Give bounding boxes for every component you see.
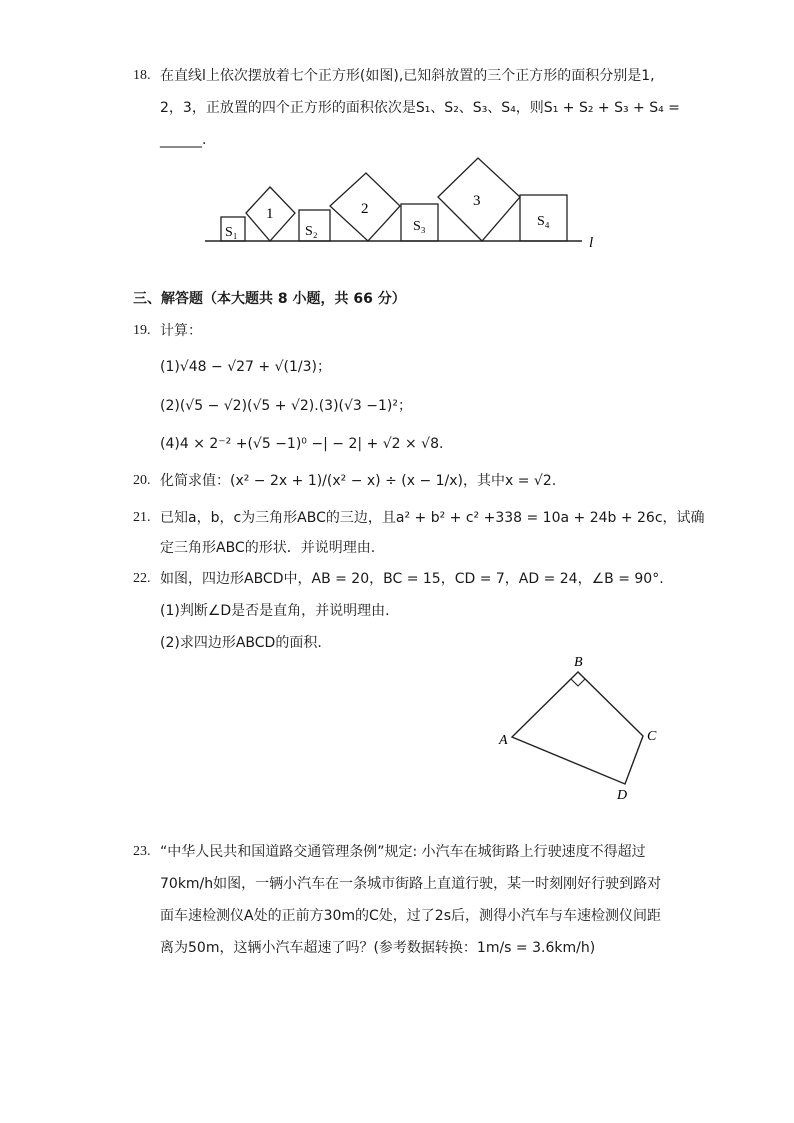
q22-number: 22. — [133, 571, 151, 586]
q20-number: 20. — [133, 473, 151, 488]
vertex-c: C — [647, 729, 657, 744]
q23-number: 23. — [133, 844, 151, 859]
section-heading: 三、解答题（本大题共 8 小题，共 66 分） — [133, 291, 406, 307]
q21-number: 21. — [133, 510, 151, 525]
label-2: 2 — [361, 201, 369, 217]
q22-sub-1: (1)判断∠D是否是直角，并说明理由. — [160, 603, 390, 619]
q23-line-1: “中华人民共和国道路交通管理条例”规定: 小汽车在城街路上行驶速度不得超过 — [160, 844, 646, 860]
vertex-a: A — [499, 733, 508, 748]
q23-line-2: 70km/h如图，一辆小汽车在一条城市街路上直道行驶，某一时刻刚好行驶到路对 — [160, 876, 662, 892]
q18-answer-blank: ______. — [160, 132, 207, 148]
q19-item-4: (4)4 × 2⁻² +(√5 −1)⁰ −| − 2| + √2 × √8. — [160, 436, 444, 452]
q23-line-3: 面车速检测仪A处的正前方30m的C处，过了2s后，测得小汽车与车速检测仪间距 — [160, 908, 662, 924]
q19-item-1: (1)√48 − √27 + √(1/3)； — [160, 359, 331, 375]
vertex-b: B — [574, 655, 583, 670]
q18-line-1: 在直线l上依次摆放着七个正方形(如图),已知斜放置的三个正方形的面积分别是1, — [160, 68, 655, 84]
label-s4: S₄ — [537, 214, 550, 229]
q22-line-1: 如图，四边形ABCD中，AB = 20，BC = 15，CD = 7，AD = 24，∠B = 90°. — [160, 571, 664, 587]
q19-title: 计算： — [160, 323, 202, 339]
label-s2: S₂ — [305, 224, 318, 239]
q21-line-2: 定三角形ABC的形状．并说明理由. — [160, 540, 376, 556]
quadrilateral-abcd — [512, 672, 643, 784]
q23-line-4: 离为50m，这辆小汽车超速了吗？(参考数据转换：1m/s = 3.6km/h) — [160, 940, 596, 956]
q18-line-2: 2，3，正放置的四个正方形的面积依次是S₁、S₂、S₃、S₄，则S₁ + S₂ + S₃ + S₄ = — [160, 100, 680, 116]
label-s1: S₁ — [225, 225, 238, 240]
q22-sub-2: (2)求四边形ABCD的面积. — [160, 635, 322, 651]
vertex-d: D — [617, 788, 628, 803]
q19-number: 19. — [133, 323, 151, 338]
label-1: 1 — [266, 206, 274, 222]
q18-number: 18. — [133, 68, 151, 83]
label-3: 3 — [473, 193, 481, 209]
right-angle-mark — [571, 679, 585, 686]
label-s3: S₃ — [413, 219, 426, 234]
q21-line-1: 已知a，b，c为三角形ABC的三边，且a² + b² + c² +338 = 10a + 24b + 26c，试确 — [160, 510, 705, 526]
q22-quadrilateral-figure — [0, 640, 794, 810]
label-l: l — [589, 235, 594, 251]
q18-squares-figure — [0, 0, 794, 260]
q19-item-2: (2)(√5 − √2)(√5 + √2).(3)(√3 −1)²； — [160, 398, 412, 414]
q20-text: 化简求值：(x² − 2x + 1)/(x² − x) ÷ (x − 1/x)，其中x = √2. — [160, 473, 557, 489]
